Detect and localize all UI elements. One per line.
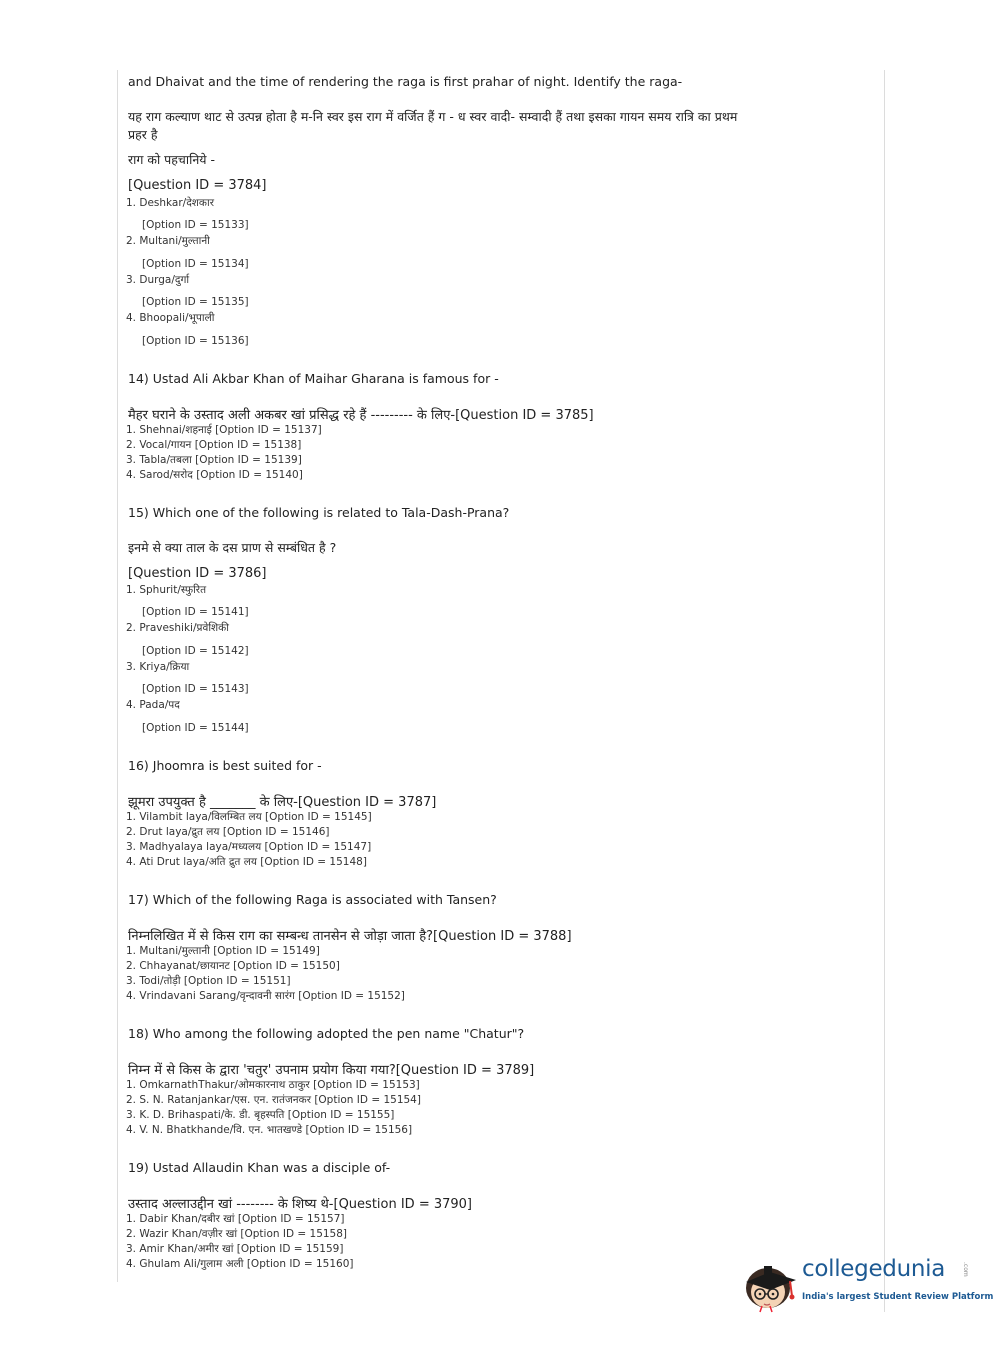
q13-hindi-line-2: प्रहर है <box>128 127 158 142</box>
q16-option-3: 3. Madhyalaya laya/मध्यलय [Option ID = 15147] <box>126 841 372 853</box>
brand-tagline: India's largest Student Review Platform <box>802 1292 994 1302</box>
q14-option-3: 3. Tabla/तबला [Option ID = 15139] <box>126 454 302 466</box>
brand-domain: .com <box>962 1262 969 1277</box>
q13-option-1: 1. Deshkar/देशकार <box>126 197 215 209</box>
q15-hindi: इनमे से क्या ताल के दस प्राण से सम्बंधित है ? <box>128 540 337 555</box>
q18-option-1: 1. OmkarnathThakur/ओमकारनाथ ठाकुर [Option ID = 15153] <box>126 1079 420 1091</box>
q18-english: 18) Who among the following adopted the pen name "Chatur"? <box>128 1026 525 1041</box>
q18-hindi: निम्न में से किस के द्वारा 'चतुर' उपनाम प्रयोग किया गया?[Question ID = 3789] <box>128 1063 535 1078</box>
q17-hindi: निम्नलिखित में से किस राग का सम्बन्ध तानसेन से जोड़ा जाता है?[Question ID = 3788] <box>128 929 572 944</box>
q16-option-4: 4. Ati Drut laya/अति द्रुत लय [Option ID = 15148] <box>126 856 367 868</box>
q14-english: 14) Ustad Ali Akbar Khan of Maihar Gharana is famous for - <box>128 371 499 386</box>
q13-hindi-line-1: यह राग कल्याण थाट से उत्पन्न होता है म-नि स्वर इस राग में वर्जित हैं ग - ध स्वर वादी- सम्वादी हैं तथा इसका गायन समय रात्रि का प्रथम <box>128 109 738 124</box>
q17-option-2: 2. Chhayanat/छायानट [Option ID = 15150] <box>126 960 340 972</box>
q13-option-3-id: [Option ID = 15135] <box>142 296 249 308</box>
q15-option-3: 3. Kriya/क्रिया <box>126 661 190 673</box>
q14-option-4: 4. Sarod/सरोद [Option ID = 15140] <box>126 469 303 481</box>
q14-option-1: 1. Shehnai/शहनाई [Option ID = 15137] <box>126 424 322 436</box>
left-margin-line <box>117 70 118 1282</box>
q17-option-4: 4. Vrindavani Sarang/वृन्दावनी सारंग [Option ID = 15152] <box>126 990 405 1002</box>
q17-option-3: 3. Todi/तोड़ी [Option ID = 15151] <box>126 975 291 987</box>
q17-english: 17) Which of the following Raga is associated with Tansen? <box>128 892 497 907</box>
q13-option-1-id: [Option ID = 15133] <box>142 219 249 231</box>
q19-option-3: 3. Amir Khan/अमीर खां [Option ID = 15159] <box>126 1243 344 1255</box>
q15-question-id: [Question ID = 3786] <box>128 566 267 581</box>
q13-option-2: 2. Multani/मुल्तानी <box>126 235 210 247</box>
q15-option-4-id: [Option ID = 15144] <box>142 722 249 734</box>
q13-option-4-id: [Option ID = 15136] <box>142 335 249 347</box>
q16-hindi: झूमरा उपयुक्त है _______ के लिए-[Question ID = 3787] <box>128 795 437 810</box>
q16-option-2: 2. Drut laya/द्रुत लय [Option ID = 15146] <box>126 826 330 838</box>
q18-option-4: 4. V. N. Bhatkhande/वि. एन. भातखण्डे [Option ID = 15156] <box>126 1124 413 1136</box>
q18-option-2: 2. S. N. Ratanjankar/एस. एन. रातंजनकर [Option ID = 15154] <box>126 1094 421 1106</box>
q16-option-1: 1. Vilambit laya/विलम्बित लय [Option ID = 15145] <box>126 811 372 823</box>
right-margin-line <box>884 70 885 1312</box>
q15-english: 15) Which one of the following is related to Tala-Dash-Prana? <box>128 505 510 520</box>
q15-option-1-id: [Option ID = 15141] <box>142 606 249 618</box>
q19-option-1: 1. Dabir Khan/दबीर खां [Option ID = 15157] <box>126 1213 345 1225</box>
brand-name: collegedunia <box>802 1256 946 1282</box>
q13-question-id: [Question ID = 3784] <box>128 178 267 193</box>
q19-option-4: 4. Ghulam Ali/गुलाम अली [Option ID = 15160] <box>126 1258 354 1270</box>
collegedunia-logo[interactable] <box>740 1248 994 1318</box>
q19-hindi: उस्ताद अल्लाउद्दीन खां -------- के शिष्य थे-[Question ID = 3790] <box>128 1197 473 1212</box>
q13-option-4: 4. Bhoopali/भूपाली <box>126 312 215 324</box>
q15-option-2: 2. Praveshiki/प्रवेशिकी <box>126 622 229 634</box>
q18-option-3: 3. K. D. Brihaspati/के. डी. बृहस्पति [Option ID = 15155] <box>126 1109 395 1121</box>
q13-option-2-id: [Option ID = 15134] <box>142 258 249 270</box>
q16-english: 16) Jhoomra is best suited for - <box>128 758 322 773</box>
q17-option-1: 1. Multani/मुल्तानी [Option ID = 15149] <box>126 945 320 957</box>
q14-option-2: 2. Vocal/गायन [Option ID = 15138] <box>126 439 302 451</box>
q13-hindi-line-3: राग को पहचानिये - <box>128 152 215 167</box>
q13-english-tail: and Dhaivat and the time of rendering the raga is first prahar of night. Identify the raga- <box>128 74 683 89</box>
q15-option-4: 4. Pada/पद <box>126 699 180 711</box>
q13-option-3: 3. Durga/दुर्गा <box>126 274 190 286</box>
q19-option-2: 2. Wazir Khan/वज़ीर खां [Option ID = 15158] <box>126 1228 348 1240</box>
q15-option-2-id: [Option ID = 15142] <box>142 645 249 657</box>
q15-option-1: 1. Sphurit/स्फुरित <box>126 584 207 596</box>
q15-option-3-id: [Option ID = 15143] <box>142 683 249 695</box>
mascot-icon <box>740 1248 802 1314</box>
q19-english: 19) Ustad Allaudin Khan was a disciple of- <box>128 1160 391 1175</box>
q14-hindi: मैहर घराने के उस्ताद अली अकबर खां प्रसिद्ध रहे हैं --------- के लिए-[Question ID = 3785] <box>128 408 594 423</box>
